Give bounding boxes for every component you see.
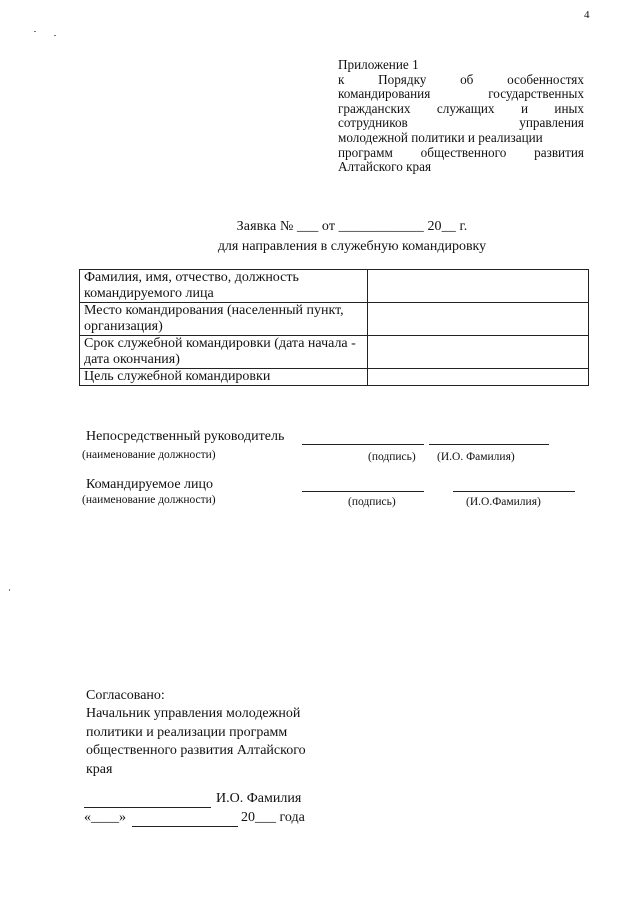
traveler-label: Командируемое лицо (86, 477, 214, 492)
approval-line: общественного развития Алтайского (86, 743, 306, 758)
annex-line: молодежной политики и реализации (338, 129, 543, 145)
row-value[interactable] (368, 336, 589, 369)
scan-speck (54, 35, 56, 36)
traveler-position-caption: (наименование должности) (82, 494, 216, 506)
request-subtitle: для направления в служебную командировку (217, 239, 487, 254)
approval-date-month-line[interactable] (132, 826, 238, 827)
annex-line: сотрудников управления (338, 115, 584, 131)
approval-name: И.О. Фамилия (216, 791, 302, 806)
page-number: 4 (584, 9, 590, 21)
supervisor-label: Непосредственный руководитель (86, 429, 285, 444)
supervisor-signature-caption: (подпись) (368, 451, 416, 463)
request-table (79, 269, 589, 386)
table-row (80, 369, 589, 386)
supervisor-name-caption: (И.О. Фамилия) (437, 451, 515, 463)
traveler-name-caption: (И.О.Фамилия) (466, 496, 541, 508)
row-label: Фамилия, имя, отчество, должность командируемого лица (80, 270, 368, 303)
request-title: Заявка № ___ от ____________ 20__ г. (236, 219, 468, 234)
traveler-signature-caption: (подпись) (348, 496, 396, 508)
annex-heading: Приложение 1 (338, 57, 419, 72)
scan-speck (34, 31, 36, 32)
supervisor-signature-line[interactable] (302, 444, 424, 445)
approval-position (86, 705, 306, 779)
approval-line: края (86, 761, 113, 777)
annex-line: Алтайского края (338, 159, 432, 175)
row-label: Срок служебной командировки (дата начала - дата окончания) (80, 336, 368, 369)
row-value[interactable] (368, 303, 589, 336)
traveler-signature-line[interactable] (302, 491, 424, 492)
row-label: Место командирования (населенный пункт, организация) (80, 303, 368, 336)
row-value[interactable] (368, 270, 589, 303)
scan-speck (9, 589, 10, 591)
table-row (80, 336, 589, 369)
table-row (80, 270, 589, 303)
row-label: Цель служебной командировки (80, 369, 368, 386)
annex-header (338, 58, 584, 175)
row-value[interactable] (368, 369, 589, 386)
table-row (80, 303, 589, 336)
approval-line: политики и реализации программ (86, 724, 288, 740)
supervisor-position-caption: (наименование должности) (82, 449, 216, 461)
approval-signature-line[interactable] (84, 807, 211, 808)
approval-agreed: Согласовано: (86, 688, 165, 703)
traveler-name-line[interactable] (453, 491, 575, 492)
annex-line: программ общественного развития (338, 144, 584, 160)
annex-line: к Порядку об особенностях (338, 71, 584, 87)
approval-date-day[interactable]: «____» (84, 810, 126, 825)
annex-line: командирования государственных (338, 86, 584, 102)
approval-line: Начальник управления молодежной (86, 706, 301, 721)
annex-line: гражданских служащих и иных (338, 100, 584, 116)
approval-date-year: 20___ года (241, 810, 305, 825)
supervisor-name-line[interactable] (429, 444, 549, 445)
